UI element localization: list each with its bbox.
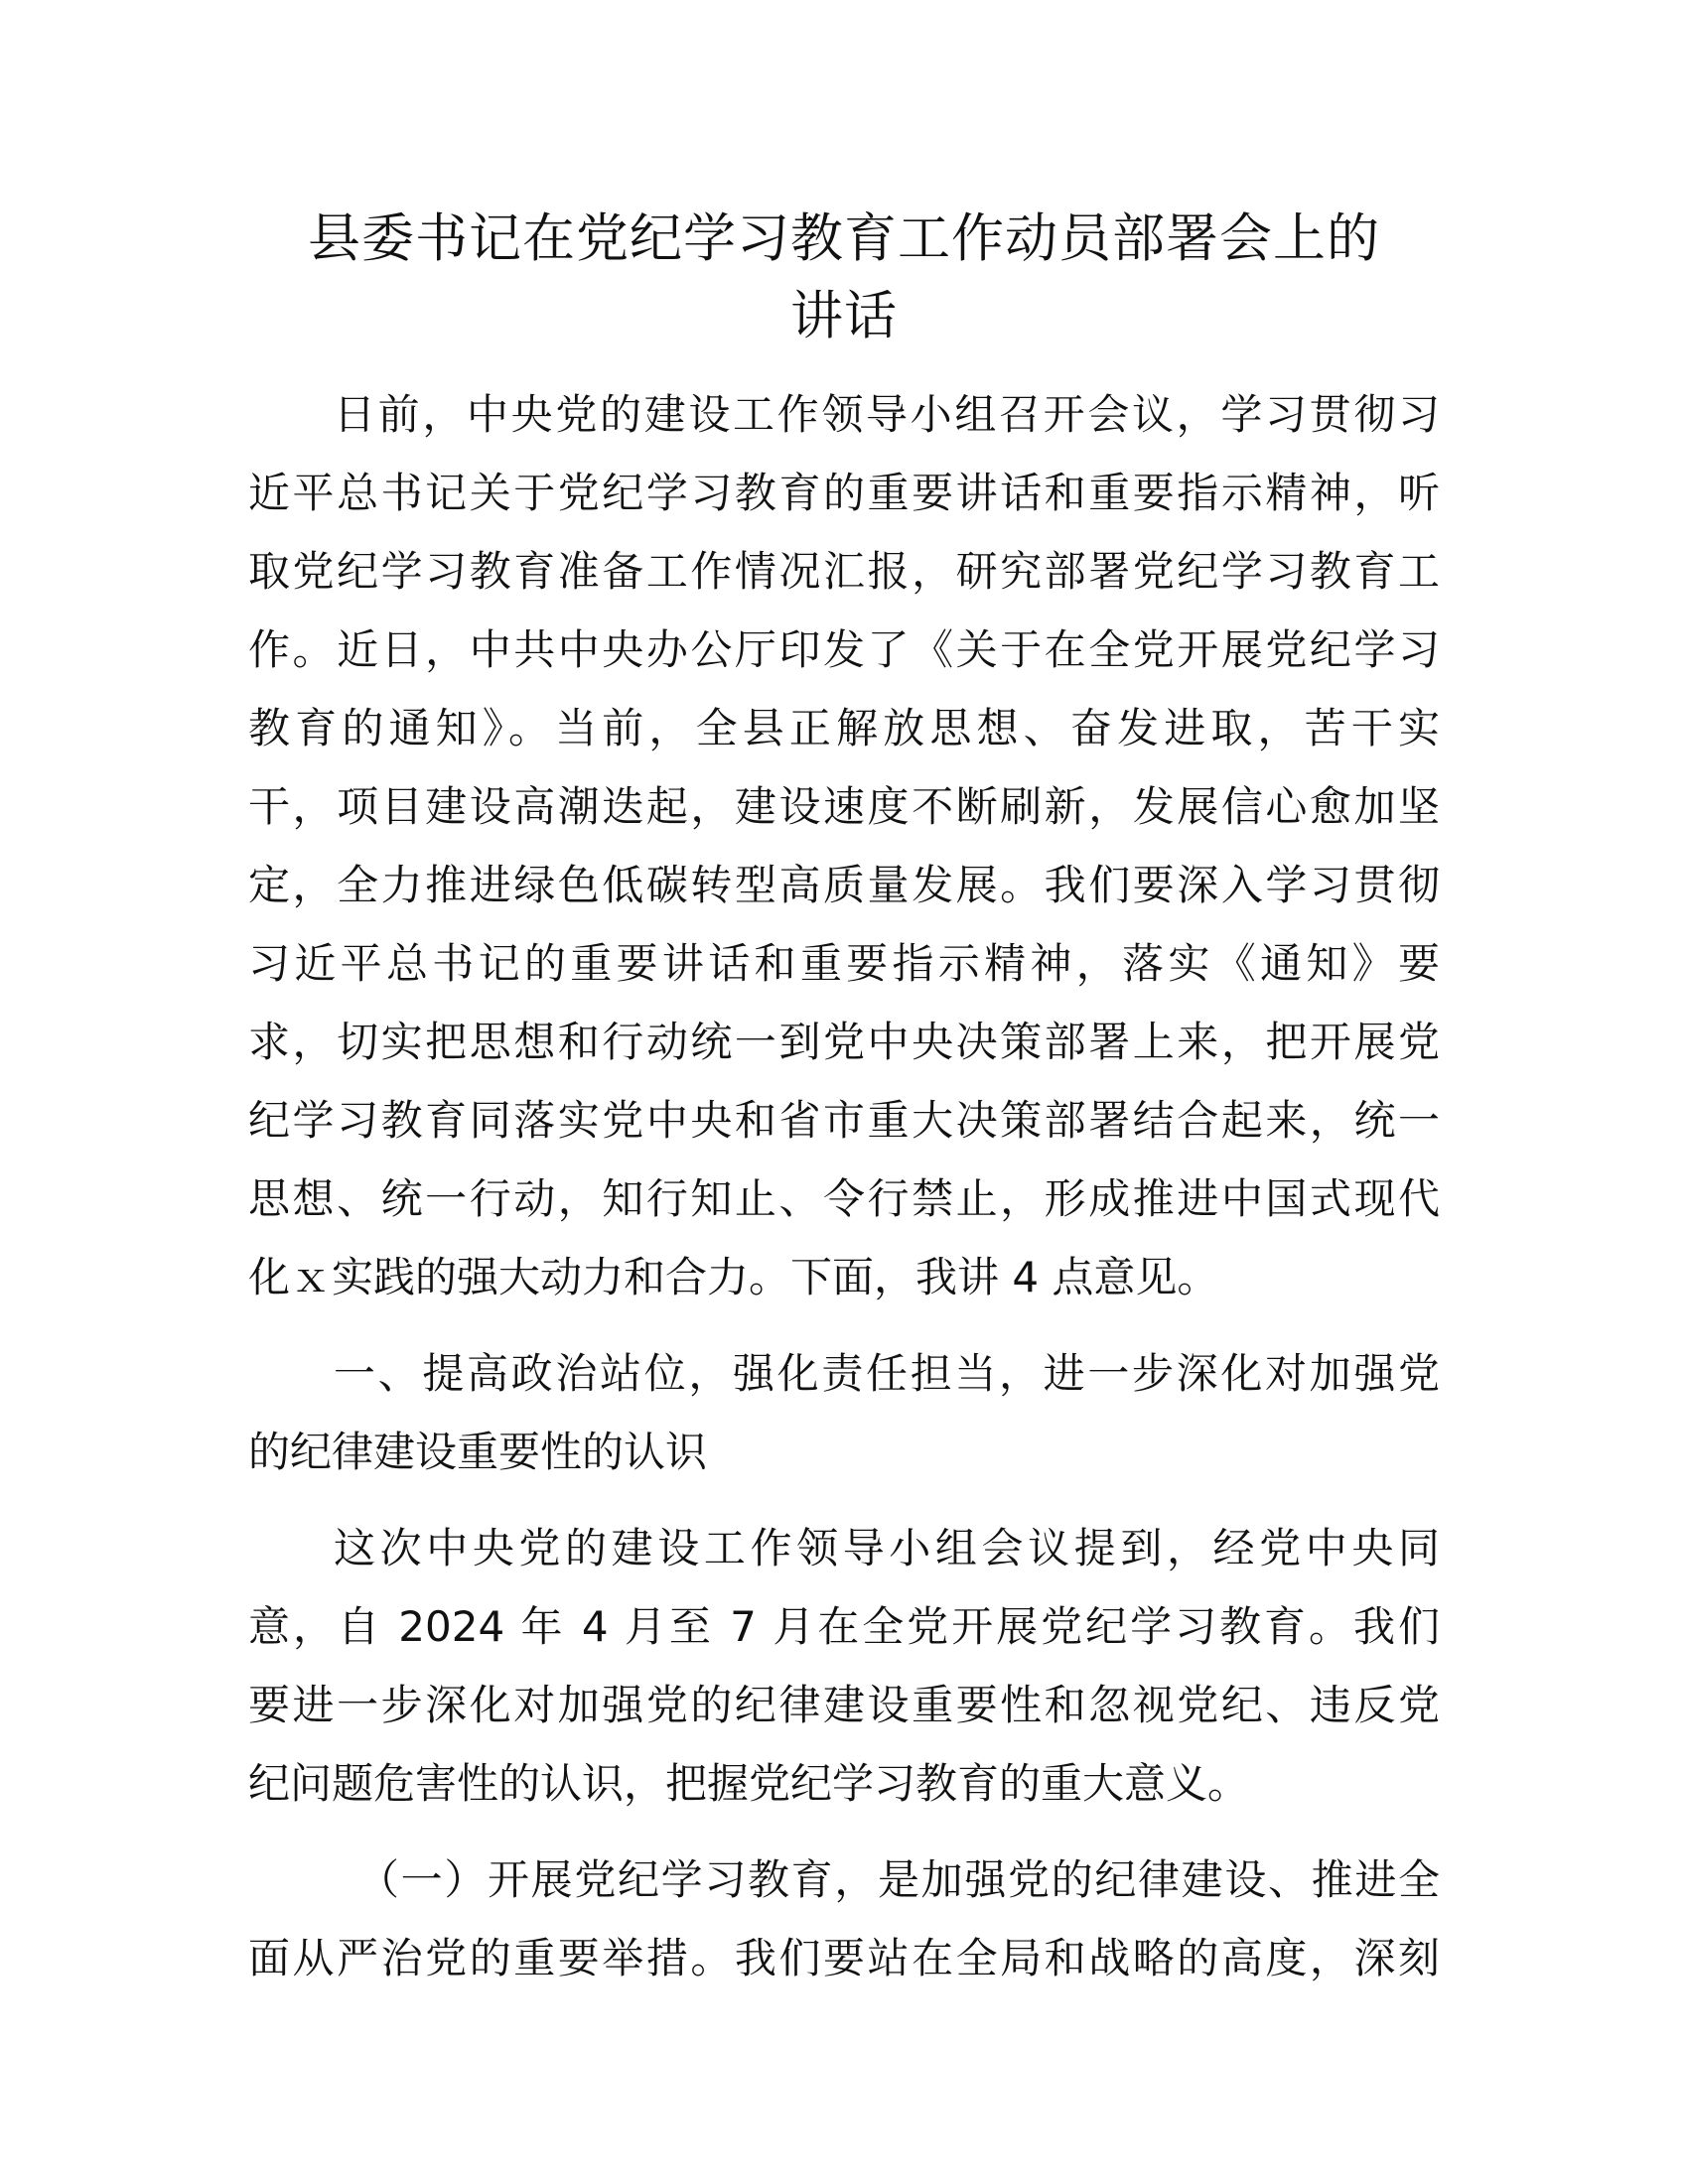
paragraph-line: 定，全力推进绿色低碳转型高质量发展。我们要深入学习贯彻 xyxy=(248,861,1440,909)
paragraph-line: 取党纪学习教育准备工作情况汇报，研究部署党纪学习教育工 xyxy=(248,547,1440,596)
paragraph-line: 面从严治党的重要举措。我们要站在全局和战略的高度，深刻 xyxy=(248,1934,1440,1982)
paragraph-line: 作。近日，中共中央办公厅印发了《关于在全党开展党纪学习 xyxy=(248,625,1440,674)
paragraph-line: 思想、统一行动，知行知止、令行禁止，形成推进中国式现代 xyxy=(248,1174,1440,1223)
paragraph-line: 意，自 2024 年 4 月至 7 月在全党开展党纪学习教育。我们 xyxy=(248,1602,1440,1651)
paragraph-line: 纪学习教育同落实党中央和省市重大决策部署结合起来，统一 xyxy=(248,1096,1440,1145)
paragraph-line: 近平总书记关于党纪学习教育的重要讲话和重要指示精神，听 xyxy=(248,469,1440,517)
paragraph-line: 纪问题危害性的认识，把握党纪学习教育的重大意义。 xyxy=(248,1759,1250,1808)
section-heading-line: 的纪律建设重要性的认识 xyxy=(248,1428,708,1476)
document-title-line-2: 讲话 xyxy=(790,286,898,346)
paragraph-line: 教育的通知》。当前，全县正解放思想、奋发进取，苦干实 xyxy=(248,704,1440,752)
subsection-line: （一）开展党纪学习教育，是加强党的纪律建设、推进全 xyxy=(357,1855,1440,1904)
paragraph-line: 干，项目建设高潮迭起，建设速度不断刷新，发展信心愈加坚 xyxy=(248,782,1440,831)
paragraph-line: 日前，中央党的建设工作领导小组召开会议，学习贯彻习 xyxy=(334,390,1440,439)
paragraph-line: 化ｘ实践的强大动力和合力。下面，我讲 4 点意见。 xyxy=(248,1253,1219,1301)
paragraph-line: 求，切实把思想和行动统一到党中央决策部署上来，把开展党 xyxy=(248,1018,1440,1066)
paragraph-line: 要进一步深化对加强党的纪律建设重要性和忽视党纪、违反党 xyxy=(248,1681,1440,1729)
section-heading-line: 一、提高政治站位，强化责任担当，进一步深化对加强党 xyxy=(334,1349,1440,1398)
paragraph-line: 习近平总书记的重要讲话和重要指示精神，落实《通知》要 xyxy=(248,939,1440,988)
document-title-line-1: 县委书记在党纪学习教育工作动员部署会上的 xyxy=(308,208,1380,269)
paragraph-line: 这次中央党的建设工作领导小组会议提到，经党中央同 xyxy=(334,1524,1440,1572)
